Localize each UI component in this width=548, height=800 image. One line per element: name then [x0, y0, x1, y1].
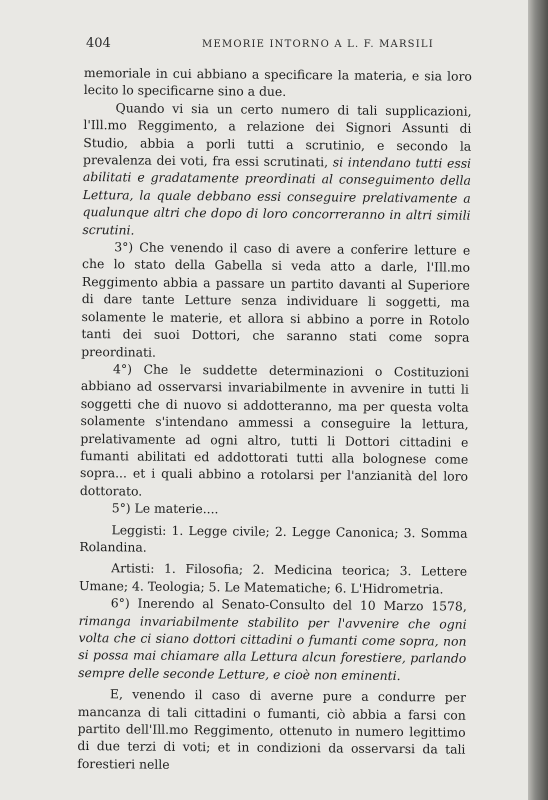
paragraph-leggisti: Leggisti: 1. Legge civile; 2. Legge Canonica; 3. Somma Rolandina. [79, 521, 468, 555]
paragraph-7: E, venendo il caso di averne pure a condurre per mancanza di tali cittadini o fumanti, ciò abbia a farsi con partito dell'Ill.mo Reggimento, ottenuto in numero legittimo di due terzi di voti; et in condizioni da osservarsi da tali forestieri nelle [77, 686, 467, 772]
paragraph-3: 3°) Che venendo il caso di avere a conferire letture e che lo stato della Gabella si veda atto a darle, l'Ill.mo Reggimento abbia a passare un partito davanti al Superiore di dare tante Letture senza individuare li soggetti, ma solamente le materie, et allora si abbino a porre in Rotolo tanti dei suoi Dottori, che saranno stati come sopra preordinati. [81, 239, 471, 360]
paragraph-artisti: Artisti: 1. Filosofia; 2. Medicina teorica; 3. Lettere Umane; 4. Teologia; 5. Le Matematiche; 6. L'Hidrometria. [78, 560, 468, 597]
paragraph-6-italic: rimanga invariabilmente stabilito per l'avvenire che ogni volta che ci siano dottori cittadini o fumanti come sopra, non si possa mai chiamare alla Lettura alcun forestiere, parlando sempre delle seconde Letture, e cioè non eminenti. [78, 612, 467, 683]
paragraph-2 [82, 99, 471, 242]
body-text [77, 64, 472, 776]
running-head: MEMORIE INTORNO A L. F. MARSILI [202, 39, 434, 50]
paragraph-2-italic: si intendano tutti essi abilitati e gradatamente preordinati al conseguimento della Lettura, la quale debbano essi conseguire prelativamente a qualunque altri che dopo di loro concorreranno in altri simili scrutini. [82, 154, 472, 238]
paragraph-5: 5°) Le materie.... [111, 500, 219, 517]
paragraph-4: 4°) Che le suddette determinazioni o Costituzioni abbiano ad osservarsi invariabilmente in avvenire in tutti li soggetti che di nuovo si addotteranno, ma per questa volta solamente s'intendano ammessi a conseguire la lettura, prelativamente ad ogni altro, tutti li Dottori cittadini e fumanti abilitati ed addottorati tutti alla bolognese come sopra... et i quali abbino a rotolarsi per l'anzianità del loro dottorato. [79, 361, 470, 499]
page-header [0, 36, 528, 56]
page-number: 404 [86, 36, 111, 51]
paragraph-6 [78, 594, 467, 685]
paragraph-1: memoriale in cui abbiano a specificare la materia, e sia loro lecito lo specificarne sino a due. [83, 64, 472, 100]
paragraph-6-text: 6°) Inerendo al Senato-Consulto del 10 Marzo 1578, [110, 595, 467, 614]
paragraph-2-text: Quando vi sia un certo numero di tali supplicazioni, l'Ill.mo Reggimento, a relazione dei Signori Assunti di Studio, abbia a porli tutti a scrutinio, e secondo la prevalenza dei voti, fra essi scrutinati, [83, 100, 472, 170]
page-edge-shadow [528, 0, 548, 800]
